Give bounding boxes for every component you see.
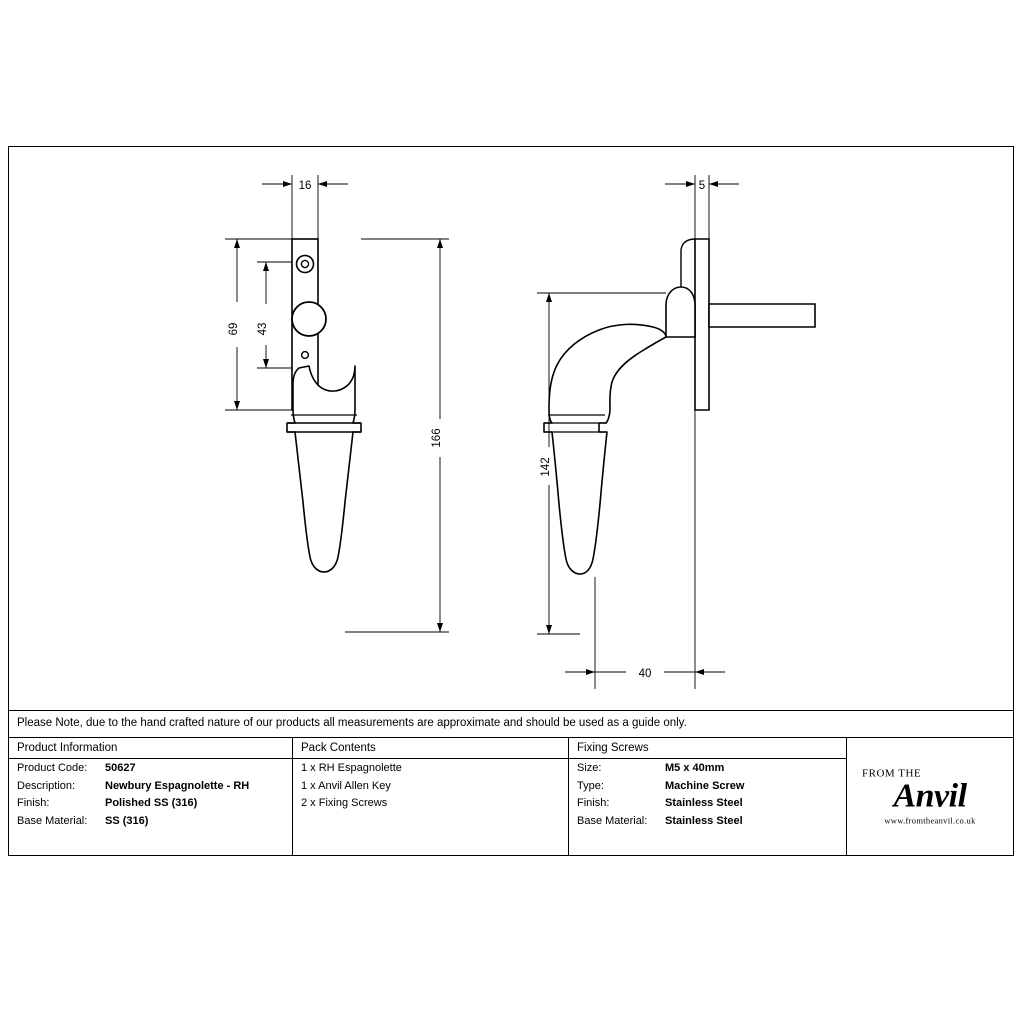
table-row xyxy=(569,812,846,830)
technical-drawing xyxy=(9,147,1013,710)
measurement-note: Please Note, due to the hand crafted nature of our products all measurements are approximate and should be used as a guide only. xyxy=(17,717,687,729)
pack-contents-header-label: Pack Contents xyxy=(301,742,376,754)
drawing-svg xyxy=(9,147,1013,710)
brand-url: www.fromtheanvil.co.uk xyxy=(884,815,976,826)
dimension-5-label: 5 xyxy=(698,180,706,192)
list-item xyxy=(293,777,568,795)
dimension-40-label: 40 xyxy=(638,668,652,680)
base-material-value: SS (316) xyxy=(105,814,149,827)
description-label: Description: xyxy=(17,779,76,792)
screw-size-value: M5 x 40mm xyxy=(665,762,725,774)
screw-size-label: Size: xyxy=(577,762,602,774)
left-view-handle xyxy=(287,239,361,572)
brand-logo xyxy=(847,738,1013,856)
product-information-header-label: Product Information xyxy=(17,742,118,754)
fixing-screws-header xyxy=(569,738,846,759)
dimension-69-label: 69 xyxy=(228,322,240,336)
table-row xyxy=(9,794,292,812)
product-code-label: Product Code: xyxy=(17,762,88,774)
finish-label: Finish: xyxy=(17,797,50,809)
pack-item-1: 1 x RH Espagnolette xyxy=(301,762,402,774)
brand-name: Anvil xyxy=(893,777,967,815)
product-code-value: 50627 xyxy=(105,762,136,774)
pack-contents-body xyxy=(293,759,568,812)
dimension-142-label: 142 xyxy=(540,457,552,477)
table-row xyxy=(9,812,292,830)
note-row xyxy=(9,710,1013,737)
fixing-screws-body xyxy=(569,759,846,829)
screw-finish-label: Finish: xyxy=(577,797,610,809)
dimension-5 xyxy=(665,175,739,239)
brand-column xyxy=(846,738,1013,856)
list-item xyxy=(293,759,568,777)
product-information-body xyxy=(9,759,292,829)
table-row xyxy=(9,777,292,795)
pack-contents-column xyxy=(292,738,568,856)
pack-contents-header xyxy=(293,738,568,759)
dimension-43 xyxy=(257,262,292,368)
screw-type-value: Machine Screw xyxy=(665,779,745,792)
table-row xyxy=(569,777,846,795)
pack-item-3: 2 x Fixing Screws xyxy=(301,797,388,809)
dimension-16 xyxy=(262,175,348,239)
finish-value: Polished SS (316) xyxy=(105,797,198,809)
info-row xyxy=(9,737,1013,855)
product-information-column xyxy=(9,738,292,856)
screw-finish-value: Stainless Steel xyxy=(665,797,743,809)
pack-item-2: 1 x Anvil Allen Key xyxy=(301,779,391,792)
dimension-166 xyxy=(345,239,449,632)
base-material-label: Base Material: xyxy=(17,814,88,827)
fixing-screws-header-label: Fixing Screws xyxy=(577,742,649,754)
screw-base-material-value: Stainless Steel xyxy=(665,814,743,827)
description-value: Newbury Espagnolette - RH xyxy=(105,779,250,792)
screw-base-material-label: Base Material: xyxy=(577,814,648,827)
dimension-16-label: 16 xyxy=(298,180,312,192)
right-view-handle xyxy=(544,239,815,574)
table-row xyxy=(569,794,846,812)
screw-type-label: Type: xyxy=(577,779,604,792)
table-row xyxy=(569,759,846,777)
list-item xyxy=(293,794,568,812)
fixing-screws-column xyxy=(568,738,846,856)
dimension-166-label: 166 xyxy=(431,428,443,448)
spec-sheet xyxy=(8,146,1014,856)
table-row xyxy=(9,759,292,777)
product-information-header xyxy=(9,738,292,759)
dimension-43-label: 43 xyxy=(257,322,269,336)
brand-from-the: FROM THE xyxy=(862,767,922,780)
